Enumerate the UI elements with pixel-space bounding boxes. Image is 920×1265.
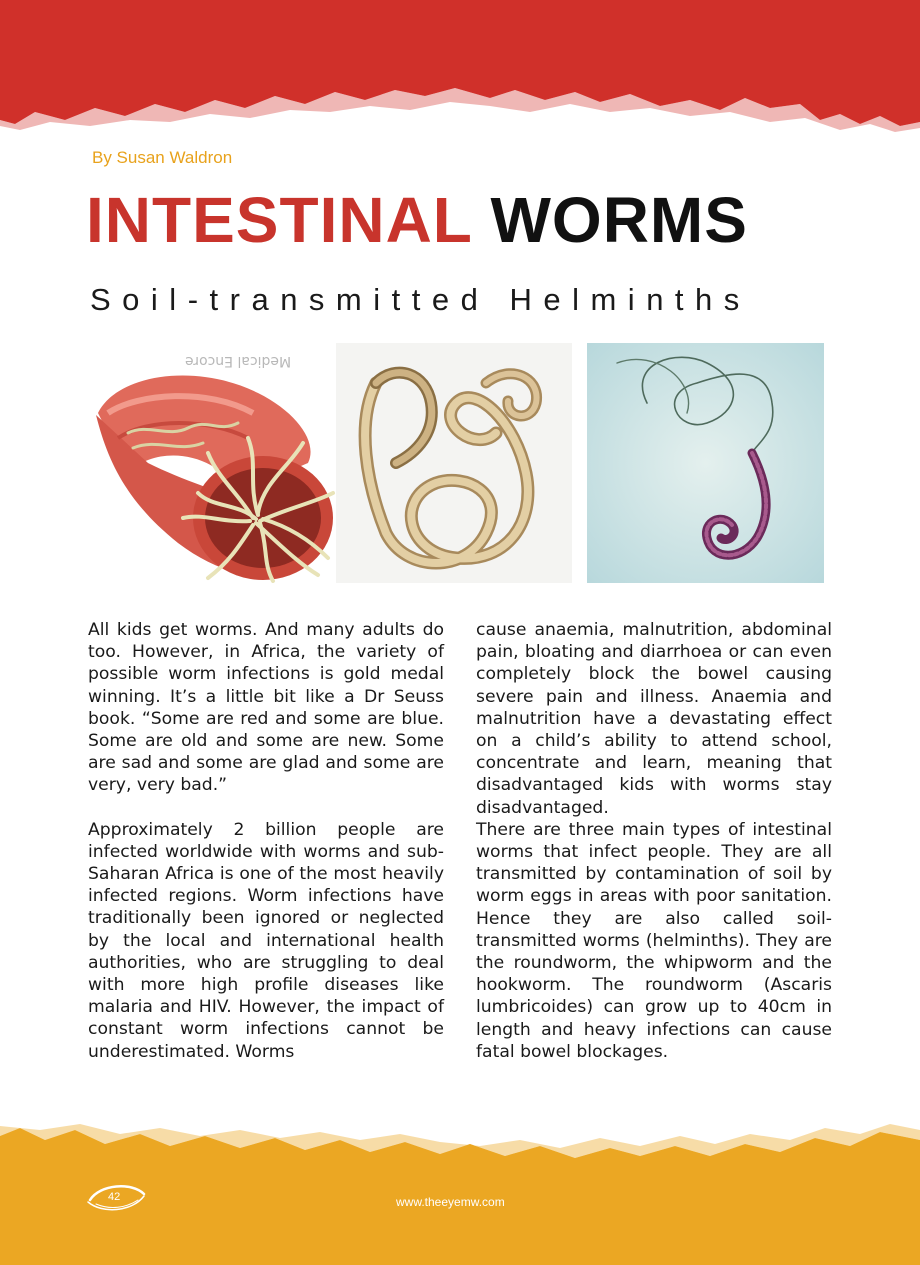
page-number: 42 <box>108 1191 121 1203</box>
article-paragraph: All kids get worms. And many adults do too. However, in Africa, the variety of possible worm infections is gold medal winning. It’s a little bit like a Dr Seuss book. “Some are red and some are blue. Some are old and some are new. Some are sad and some are glad and some are very, very bad.” <box>88 620 444 796</box>
website-url[interactable]: www.theeyemw.com <box>396 1195 505 1209</box>
top-red-banner <box>0 0 920 140</box>
photo-roundworm <box>336 343 572 583</box>
page-title <box>86 184 748 256</box>
photo-watermark: Medical Encore <box>184 353 292 369</box>
page-subtitle: Soil-transmitted Helminths <box>90 282 751 317</box>
title-word-intestinal: INTESTINAL <box>86 184 472 256</box>
article-paragraph: There are three main types of intestinal worms that infect people. They are all transmitted by contamination of soil by worm eggs in areas with poor sanitation. Hence they are also called soil-transmitted worms (helminths). They are the roundworm, the whipworm and the hookworm. The roundworm (Ascaris lumbricoides) can grow up to 40cm in length and heavy infections can cause fatal bowel blockages. <box>476 819 832 1062</box>
byline: By Susan Waldron <box>92 148 233 167</box>
photo-worms-in-intestine <box>88 343 342 583</box>
photo-whipworm <box>587 343 824 583</box>
article-paragraph: cause anaemia, malnutrition, abdominal pain, bloating and diarrhoea or can even completely block the bowel causing severe pain and illness. Anaemia and malnutrition have a devastating effect on a child’s ability to attend school, concentrate and learn, meaning that disadvantaged kids with worms stay disadvantaged. <box>476 620 832 818</box>
title-word-worms: WORMS <box>490 184 748 256</box>
article-column-right <box>476 619 832 1063</box>
article-paragraph: Approximately 2 billion people are infected worldwide with worms and sub-Saharan Africa is one of the most heavily infected regions. Worm infections have traditionally been ignored or neglected by the local and international health authorities, who are struggling to deal with more high profile diseases like malaria and HIV. However, the impact of constant worm infections cannot be underestimated. Worms <box>88 819 444 1062</box>
article-column-left <box>88 619 444 1063</box>
